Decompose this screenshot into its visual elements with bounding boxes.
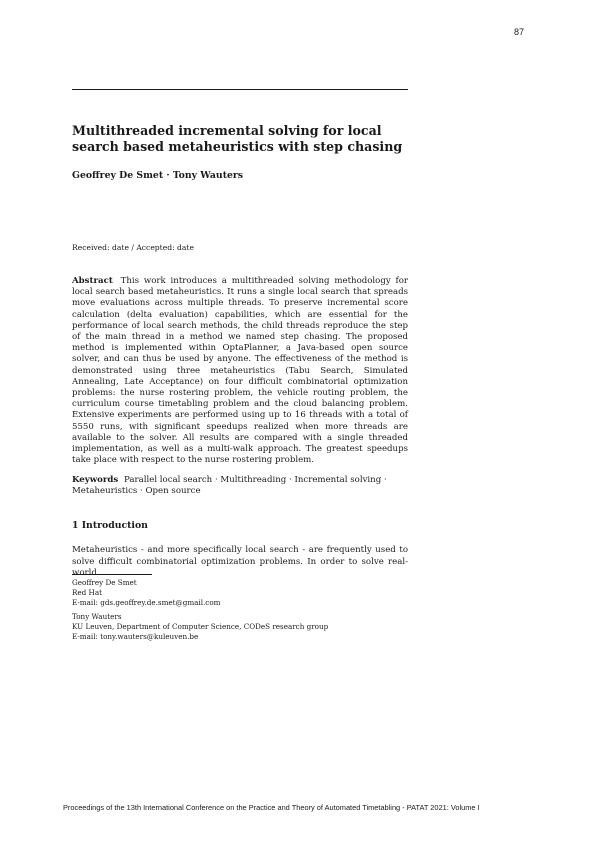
paper-authors: Geoffrey De Smet · Tony Wauters [72,170,244,181]
abstract-label: Abstract [72,276,113,286]
keywords-text: Parallel local search · Multithreading · Incremental solving · Metaheuristics · Open source [72,475,387,497]
abstract [72,276,408,466]
affiliation-org: Red Hat [72,588,102,597]
received-date: Received: date / Accepted: date [72,243,194,252]
footnote-rule [72,574,152,575]
abstract-text: This work introduces a multithreaded solving methodology for local search based metaheuristics. It runs a single local search that spreads move evaluations across multiple threads. To preserve incremental score calculation (delta evaluation) capabilities, which are essential for the performance of local search methods, the child threads reproduce the step of the main thread in a method we named step chasing. The proposed method is implemented within OptaPlanner, a Java-based open source solver, and can thus be used by anyone. The effectiveness of the method is demonstrated using three metaheuristics (Tabu Search, Simulated Annealing, Late Acceptance) on four difficult combinatorial optimization problems: the nurse rostering problem, the vehicle routing problem, the curriculum course timetabling problem and the cloud balancing problem. Extensive experiments are performed using up to 16 threads with a total of 5550 runs, with significant speedups realized when more threads are available to the solver. All results are compared with a single threaded implementation, as well as a multi-walk approach. The greatest speedups take place with respect to the nurse rostering problem. [72,276,408,466]
affiliation-name: Geoffrey De Smet [72,578,137,587]
affiliation-1 [72,578,220,608]
proceedings-footer: Proceedings of the 13th International Conference on the Practice and Theory of Automated Timetabling - PATAT 2021: Volume I [63,803,480,812]
keywords [72,475,408,497]
page-number: 87 [513,27,524,37]
affiliation-2 [72,612,328,642]
title-rule [72,89,408,90]
affiliation-org: KU Leuven, Department of Computer Science, CODeS research group [72,622,329,631]
affiliation-email: E-mail: gds.geoffrey.de.smet@gmail.com [72,598,221,607]
keywords-label: Keywords [72,475,119,485]
section-text: Metaheuristics - and more specifically local search - are frequently used to solve difficult combinatorial optimization problems. In order to solve real-world [72,545,408,579]
affiliation-name: Tony Wauters [72,612,122,621]
paper-title: Multithreaded incremental solving for local search based metaheuristics with step chasing [72,123,403,154]
section-heading: 1 Introduction [72,520,148,531]
affiliation-email: E-mail: tony.wauters@kuleuven.be [72,632,199,641]
